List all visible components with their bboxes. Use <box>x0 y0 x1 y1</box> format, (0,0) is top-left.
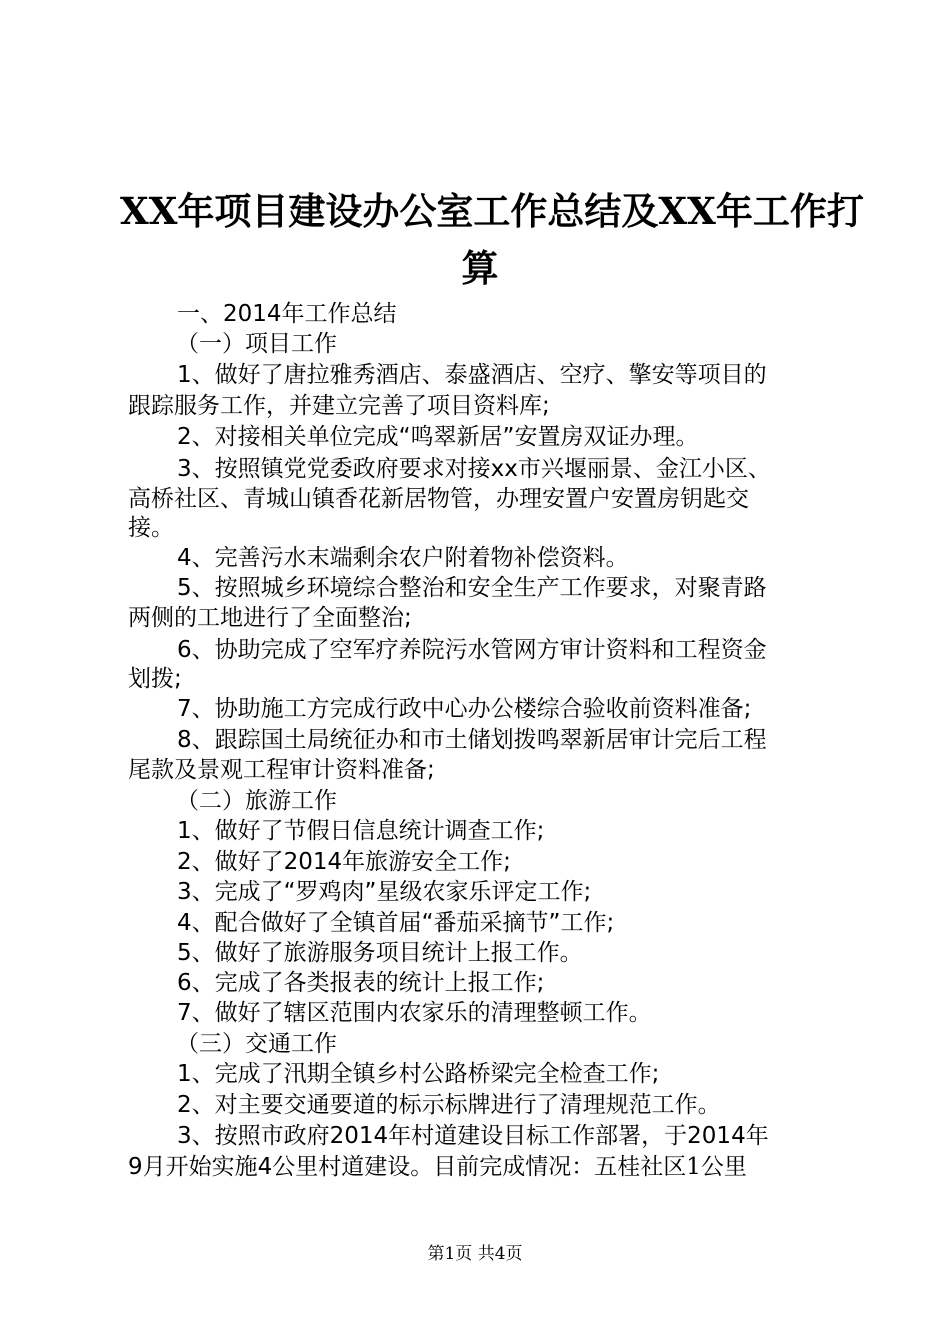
sub1-item5-line2: 两侧的工地进行了全面整治; <box>128 605 412 631</box>
sub1-item8-line2: 尾款及景观工程审计资料准备; <box>128 757 435 783</box>
sub1-item3-line3: 接。 <box>128 515 174 541</box>
document-title-line1: XX年项目建设办公室工作总结及XX年工作打 <box>120 189 864 233</box>
sub3-heading: （三）交通工作 <box>176 1031 337 1057</box>
sub2-item7: 7、做好了辖区范围内农家乐的清理整顿工作。 <box>177 1000 652 1026</box>
sub3-item3-line1: 3、按照市政府2014年村道建设目标工作部署，于2014年 <box>177 1123 769 1149</box>
sub2-item5: 5、做好了旅游服务项目统计上报工作。 <box>177 940 583 966</box>
document-title-line2: 算 <box>461 246 499 290</box>
page-number-footer: 第1页 共4页 <box>427 1244 523 1264</box>
sub2-item2: 2、做好了2014年旅游安全工作; <box>177 849 511 875</box>
sub2-item4: 4、配合做好了全镇首届“番茄采摘节”工作; <box>177 910 615 936</box>
sub1-item2-line1: 2、对接相关单位完成“鸣翠新居”安置房双证办理。 <box>177 424 699 450</box>
sub1-item1-line2: 跟踪服务工作，并建立完善了项目资料库; <box>128 393 550 419</box>
sub1-item5-line1: 5、按照城乡环境综合整治和安全生产工作要求，对聚青路 <box>177 575 767 601</box>
sub3-item3-line2-part-a: 9月开始实施4公里村道建设。 <box>128 1154 434 1180</box>
sub1-item8-line1: 8、跟踪国土局统征办和市土储划拨鸣翠新居审计完后工程 <box>177 727 767 753</box>
sub3-item2: 2、对主要交通要道的标示标牌进行了清理规范工作。 <box>177 1092 721 1118</box>
sub1-item6-line2: 划拨; <box>128 666 182 692</box>
sub1-item7-line1: 7、协助施工方完成行政中心办公楼综合验收前资料准备; <box>177 696 752 722</box>
sub1-item6-line1: 6、协助完成了空军疗养院污水管网方审计资料和工程资金 <box>177 637 767 663</box>
sub2-item3: 3、完成了“罗鸡肉”星级农家乐评定工作; <box>177 879 592 905</box>
sub3-item3-line2-part-b: 目前完成情况：五桂社区1公里 <box>433 1154 747 1180</box>
sub2-item6: 6、完成了各类报表的统计上报工作; <box>177 970 545 996</box>
sub3-item1: 1、完成了汛期全镇乡村公路桥梁完全检查工作; <box>177 1061 660 1087</box>
sub2-item1: 1、做好了节假日信息统计调查工作; <box>177 818 545 844</box>
sub1-item3-line1: 3、按照镇党党委政府要求对接xx市兴堰丽景、金江小区、 <box>177 456 771 482</box>
sub1-item4-line1: 4、完善污水末端剩余农户附着物补偿资料。 <box>177 545 629 571</box>
section1-heading: 一、2014年工作总结 <box>177 301 397 327</box>
sub1-item1-line1: 1、做好了唐拉雅秀酒店、泰盛酒店、空疗、擎安等项目的 <box>177 362 767 388</box>
sub3-item3-line2 <box>128 1152 747 1182</box>
sub1-item3-line2: 高桥社区、青城山镇香花新居物管，办理安置户安置房钥匙交 <box>128 486 749 512</box>
sub1-heading: （一）项目工作 <box>176 331 337 357</box>
sub2-heading: （二）旅游工作 <box>176 788 337 814</box>
